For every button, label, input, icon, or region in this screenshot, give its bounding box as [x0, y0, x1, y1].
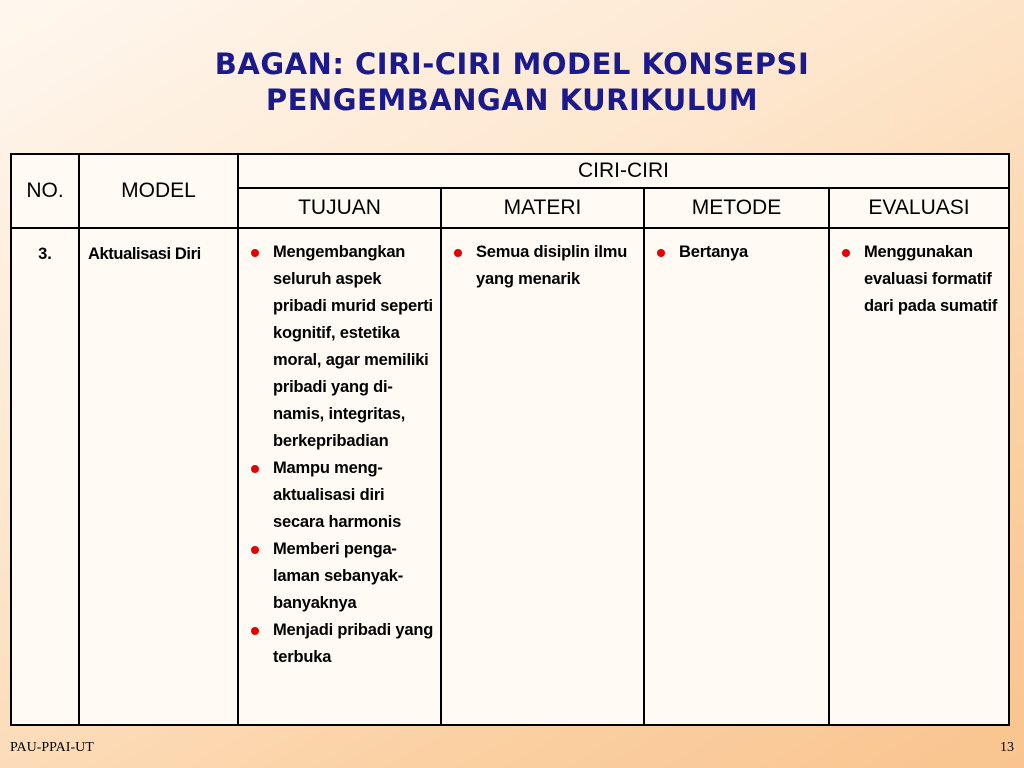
title-line-2: PENGEMBANGAN KURIKULUM [265, 83, 759, 117]
tujuan-list [239, 229, 440, 671]
tujuan-item: Memberi penga-laman sebanyak-banyaknya [249, 536, 436, 617]
evaluasi-item: Menggunakan evaluasi formatif dari pada sumatif [840, 239, 1004, 320]
tujuan-item: Menjadi pribadi yang terbuka [249, 617, 436, 671]
header-ciri-ciri: CIRI-CIRI [238, 154, 1009, 188]
metode-list [645, 229, 828, 266]
header-materi: MATERI [441, 188, 644, 228]
row-materi [441, 228, 644, 725]
ciri-ciri-table [10, 153, 1010, 726]
page-number: 13 [1000, 740, 1014, 755]
row-tujuan [238, 228, 441, 725]
title-line-1: BAGAN: CIRI-CIRI MODEL KONSEPSI [214, 47, 810, 81]
row-evaluasi [829, 228, 1009, 725]
tujuan-item: Mengembangkan seluruh aspek pribadi murid seperti kognitif, estetika moral, agar memiliki pribadi yang di-namis, integritas, berkepribadian [249, 239, 436, 455]
tujuan-item: Mampu meng-aktualisasi diri secara harmonis [249, 455, 436, 536]
row-metode [644, 228, 829, 725]
header-model: MODEL [79, 154, 238, 228]
row-number: 3. [11, 228, 79, 725]
metode-item: Bertanya [655, 239, 824, 266]
slide-title [0, 46, 1024, 118]
header-tujuan: TUJUAN [238, 188, 441, 228]
row-model: Aktualisasi Diri [79, 228, 238, 725]
materi-list [442, 229, 643, 293]
materi-item: Semua disiplin ilmu yang menarik [452, 239, 639, 293]
evaluasi-list [830, 229, 1008, 320]
table-row [11, 228, 1009, 725]
footer-source: PAU-PPAI-UT [10, 740, 94, 755]
header-no: NO. [11, 154, 79, 228]
header-evaluasi: EVALUASI [829, 188, 1009, 228]
header-metode: METODE [644, 188, 829, 228]
